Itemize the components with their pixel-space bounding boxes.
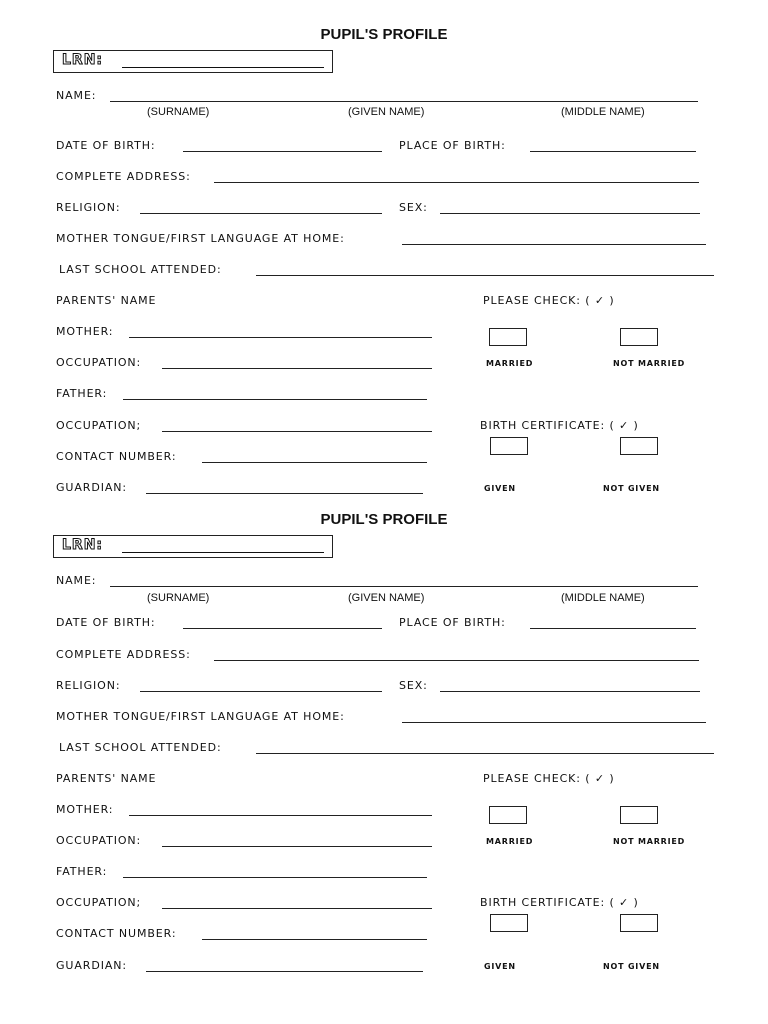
sex-label: SEX: — [399, 201, 428, 214]
guardian-label: GUARDIAN: — [56, 959, 128, 972]
lrn-input-line[interactable] — [122, 552, 324, 553]
not-married-checkbox[interactable] — [620, 806, 658, 824]
father-line[interactable] — [123, 877, 427, 878]
mother-tongue-label: MOTHER TONGUE/FIRST LANGUAGE AT HOME: — [56, 710, 345, 723]
father-line[interactable] — [123, 399, 427, 400]
mother-occupation-line[interactable] — [162, 368, 432, 369]
father-occupation-line[interactable] — [162, 908, 432, 909]
father-occupation-label: OCCUPATION; — [56, 419, 142, 432]
not-given-label: NOT GIVEN — [603, 484, 660, 493]
mother-tongue-line[interactable] — [402, 722, 706, 723]
married-label: MARRIED — [486, 837, 534, 846]
not-married-checkbox[interactable] — [620, 328, 658, 346]
not-given-label: NOT GIVEN — [603, 962, 660, 971]
mother-label: MOTHER: — [56, 803, 114, 816]
contact-number-label: CONTACT NUMBER: — [56, 927, 177, 940]
not-married-label: NOT MARRIED — [613, 837, 686, 846]
place-of-birth-label: PLACE OF BIRTH: — [399, 139, 506, 152]
middle-name-hint: (MIDDLE NAME) — [561, 106, 645, 118]
contact-number-label: CONTACT NUMBER: — [56, 450, 177, 463]
name-input-line[interactable] — [110, 101, 698, 102]
mother-tongue-label: MOTHER TONGUE/FIRST LANGUAGE AT HOME: — [56, 232, 345, 245]
sex-label: SEX: — [399, 679, 428, 692]
mother-occupation-label: OCCUPATION: — [56, 834, 142, 847]
given-name-hint: (GIVEN NAME) — [348, 592, 425, 604]
date-of-birth-label: DATE OF BIRTH: — [56, 616, 156, 629]
guardian-line[interactable] — [146, 971, 423, 972]
last-school-line[interactable] — [256, 275, 714, 276]
complete-address-label: COMPLETE ADDRESS: — [56, 648, 191, 661]
not-given-checkbox[interactable] — [620, 437, 658, 455]
please-check-label: PLEASE CHECK: ( ✓ ) — [483, 294, 615, 307]
place-of-birth-line[interactable] — [530, 628, 696, 629]
lrn-input-line[interactable] — [122, 67, 324, 68]
religion-line[interactable] — [140, 691, 382, 692]
lrn-label: LRN: — [62, 52, 104, 68]
religion-line[interactable] — [140, 213, 382, 214]
religion-label: RELIGION: — [56, 201, 121, 214]
place-of-birth-label: PLACE OF BIRTH: — [399, 616, 506, 629]
birth-certificate-label: BIRTH CERTIFICATE: ( ✓ ) — [480, 896, 639, 909]
last-school-line[interactable] — [256, 753, 714, 754]
lrn-field[interactable] — [53, 50, 333, 73]
sex-line[interactable] — [440, 213, 700, 214]
surname-hint: (SURNAME) — [147, 592, 210, 604]
complete-address-label: COMPLETE ADDRESS: — [56, 170, 191, 183]
complete-address-line[interactable] — [214, 660, 699, 661]
profile-form-2 — [0, 485, 768, 975]
parents-name-label: PARENTS' NAME — [56, 772, 157, 785]
date-of-birth-line[interactable] — [183, 628, 382, 629]
last-school-label: LAST SCHOOL ATTENDED: — [59, 741, 222, 754]
father-label: FATHER: — [56, 387, 108, 400]
mother-occupation-line[interactable] — [162, 846, 432, 847]
married-checkbox[interactable] — [489, 806, 527, 824]
surname-hint: (SURNAME) — [147, 106, 210, 118]
date-of-birth-label: DATE OF BIRTH: — [56, 139, 156, 152]
father-label: FATHER: — [56, 865, 108, 878]
name-input-line[interactable] — [110, 586, 698, 587]
form-title: PUPIL'S PROFILE — [320, 511, 448, 528]
mother-occupation-label: OCCUPATION: — [56, 356, 142, 369]
mother-tongue-line[interactable] — [402, 244, 706, 245]
lrn-field[interactable] — [53, 535, 333, 558]
contact-number-line[interactable] — [202, 939, 427, 940]
birth-certificate-label: BIRTH CERTIFICATE: ( ✓ ) — [480, 419, 639, 432]
place-of-birth-line[interactable] — [530, 151, 696, 152]
mother-label: MOTHER: — [56, 325, 114, 338]
profile-form-1 — [0, 0, 768, 494]
form-title: PUPIL'S PROFILE — [320, 26, 448, 43]
given-label: GIVEN — [484, 962, 516, 971]
mother-line[interactable] — [129, 337, 432, 338]
sex-line[interactable] — [440, 691, 700, 692]
married-label: MARRIED — [486, 359, 534, 368]
complete-address-line[interactable] — [214, 182, 699, 183]
mother-line[interactable] — [129, 815, 432, 816]
given-checkbox[interactable] — [490, 437, 528, 455]
date-of-birth-line[interactable] — [183, 151, 382, 152]
given-label: GIVEN — [484, 484, 516, 493]
not-married-label: NOT MARRIED — [613, 359, 686, 368]
not-given-checkbox[interactable] — [620, 914, 658, 932]
religion-label: RELIGION: — [56, 679, 121, 692]
last-school-label: LAST SCHOOL ATTENDED: — [59, 263, 222, 276]
contact-number-line[interactable] — [202, 462, 427, 463]
father-occupation-line[interactable] — [162, 431, 432, 432]
please-check-label: PLEASE CHECK: ( ✓ ) — [483, 772, 615, 785]
name-label: NAME: — [56, 574, 97, 587]
parents-name-label: PARENTS' NAME — [56, 294, 157, 307]
given-checkbox[interactable] — [490, 914, 528, 932]
father-occupation-label: OCCUPATION; — [56, 896, 142, 909]
married-checkbox[interactable] — [489, 328, 527, 346]
name-label: NAME: — [56, 89, 97, 102]
middle-name-hint: (MIDDLE NAME) — [561, 592, 645, 604]
lrn-label: LRN: — [62, 537, 104, 553]
given-name-hint: (GIVEN NAME) — [348, 106, 425, 118]
guardian-label: GUARDIAN: — [56, 481, 128, 494]
